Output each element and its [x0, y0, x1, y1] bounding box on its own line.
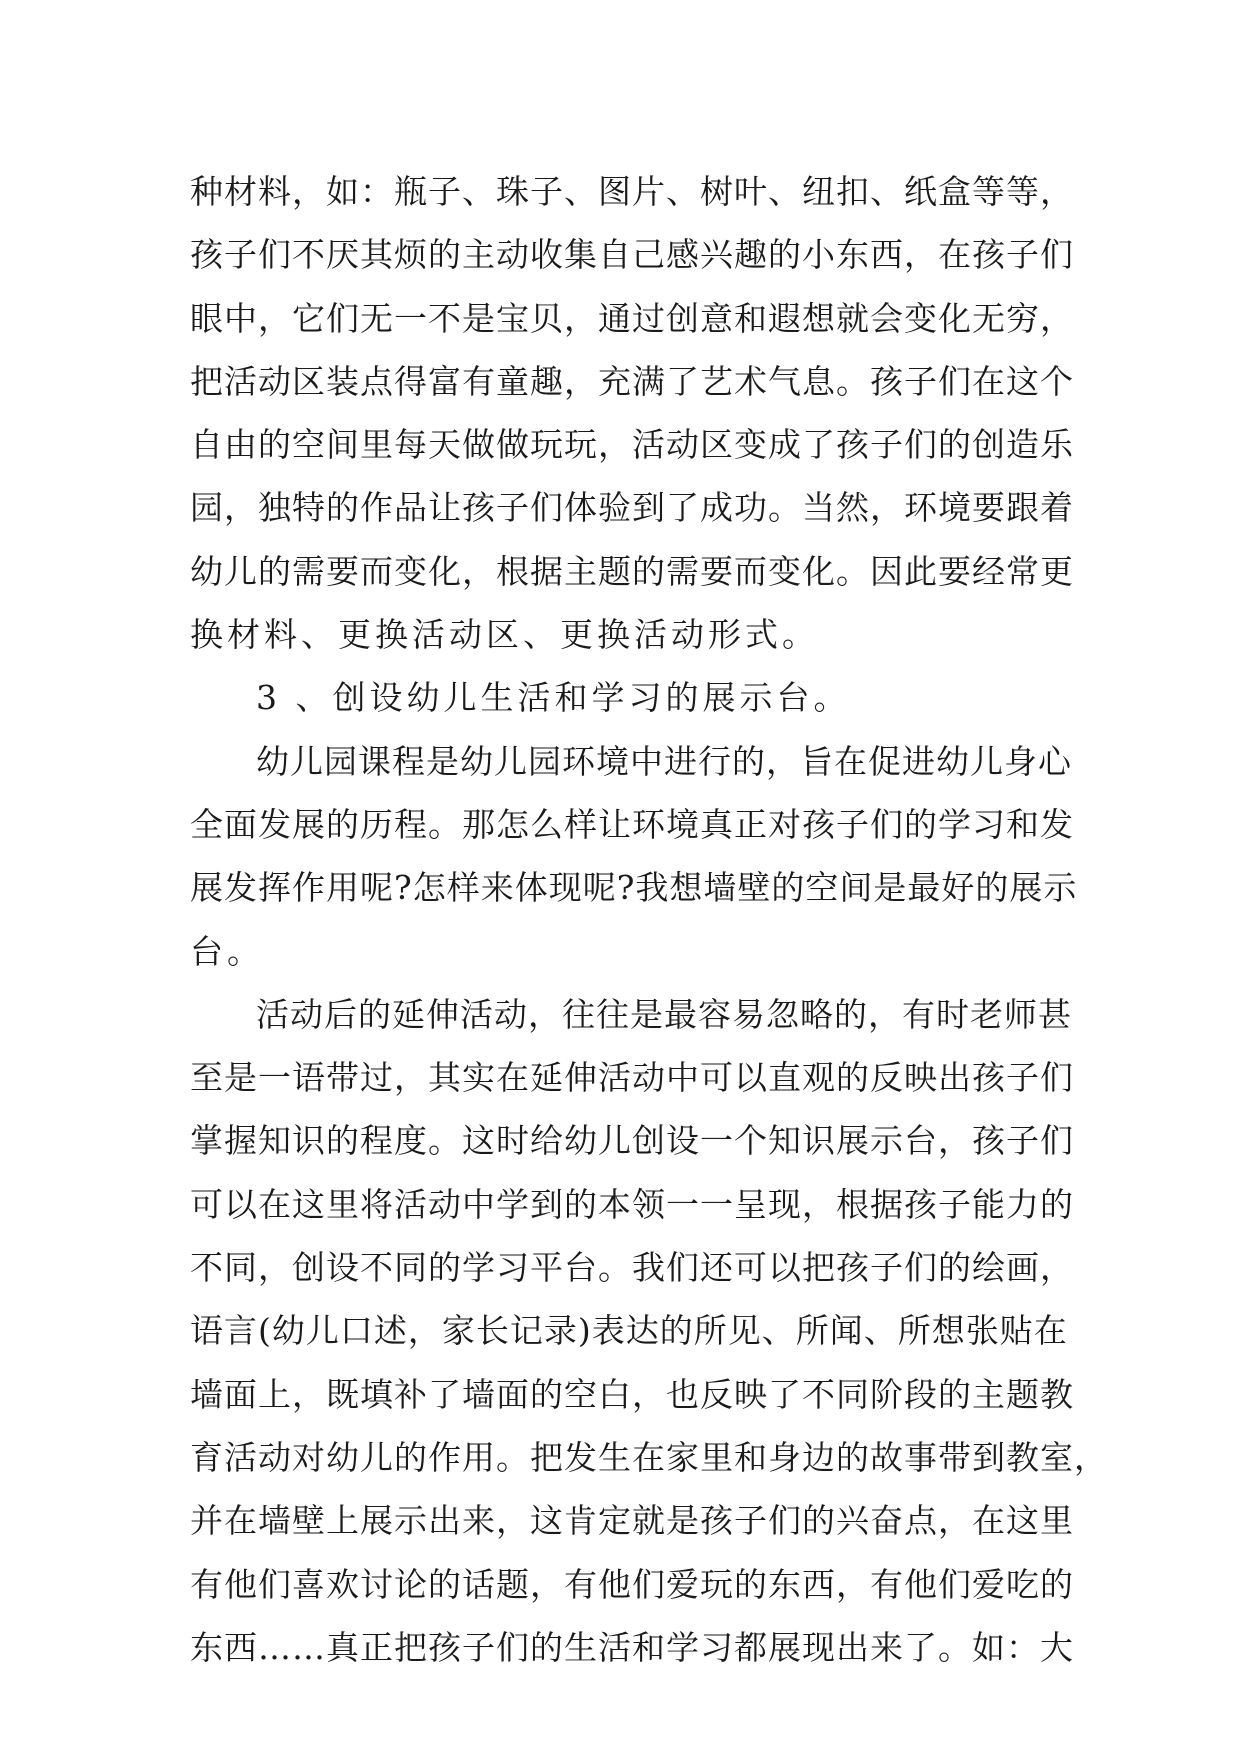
text-line: 活动后的延伸活动，往往是最容易忽略的，有时老师甚 [256, 994, 1072, 1034]
text-line: 孩子们不厌其烦的主动收集自己感兴趣的小东西，在孩子们 [190, 235, 1074, 275]
text-line: 不同，创设不同的学习平台。我们还可以把孩子们的绘画， [190, 1248, 1074, 1288]
text-line: 有他们喜欢讨论的话题，有他们爱玩的东西，有他们爱吃的 [190, 1564, 1074, 1604]
text-line: 台。 [190, 931, 264, 971]
text-line: 掌握知识的程度。这时给幼儿创设一个知识展示台，孩子们 [190, 1121, 1074, 1161]
text-line: 种材料，如：瓶子、珠子、图片、树叶、纽扣、纸盒等等， [190, 172, 1074, 211]
text-line: 把活动区装点得富有童趣，充满了艺术气息。孩子们在这个 [190, 361, 1074, 401]
text-line: 育活动对幼儿的作用。把发生在家里和身边的故事带到教室， [190, 1437, 1108, 1477]
text-line: 可以在这里将活动中学到的本领一一呈现，根据孩子能力的 [190, 1184, 1074, 1224]
text-line: 自由的空间里每天做做玩玩，活动区变成了孩子们的创造乐 [190, 425, 1074, 465]
text-line: 东西……真正把孩子们的生活和学习都展现出来了。如：大 [190, 1627, 1074, 1667]
text-line: 至是一语带过，其实在延伸活动中可以直观的反映出孩子们 [190, 1058, 1074, 1098]
text-line: 换材料、更换活动区、更换活动形式。 [190, 615, 819, 655]
body-text [190, 160, 1108, 1679]
text-line: 墙面上，既填补了墙面的空白，也反映了不同阶段的主题教 [190, 1374, 1074, 1414]
text-line: 展发挥作用呢?怎样来体现呢?我想墙壁的空间是最好的展示 [190, 868, 1078, 908]
text-line: 并在墙壁上展示出来，这肯定就是孩子们的兴奋点，在这里 [190, 1501, 1074, 1541]
text-line: 眼中，它们无一不是宝贝，通过创意和遐想就会变化无穷， [190, 298, 1074, 338]
text-line: 语言(幼儿口述，家长记录)表达的所见、所闻、所想张贴在 [190, 1311, 1068, 1351]
text-line: 园，独特的作品让孩子们体验到了成功。当然，环境要跟着 [190, 488, 1074, 528]
text-line: 全面发展的历程。那怎么样让环境真正对孩子们的学习和发 [190, 804, 1074, 844]
text-line: 幼儿的需要而变化，根据主题的需要而变化。因此要经常更 [190, 551, 1074, 591]
section-heading: 3 、创设幼儿生活和学习的展示台。 [256, 678, 851, 718]
text-line: 幼儿园课程是幼儿园环境中进行的，旨在促进幼儿身心 [256, 741, 1072, 781]
